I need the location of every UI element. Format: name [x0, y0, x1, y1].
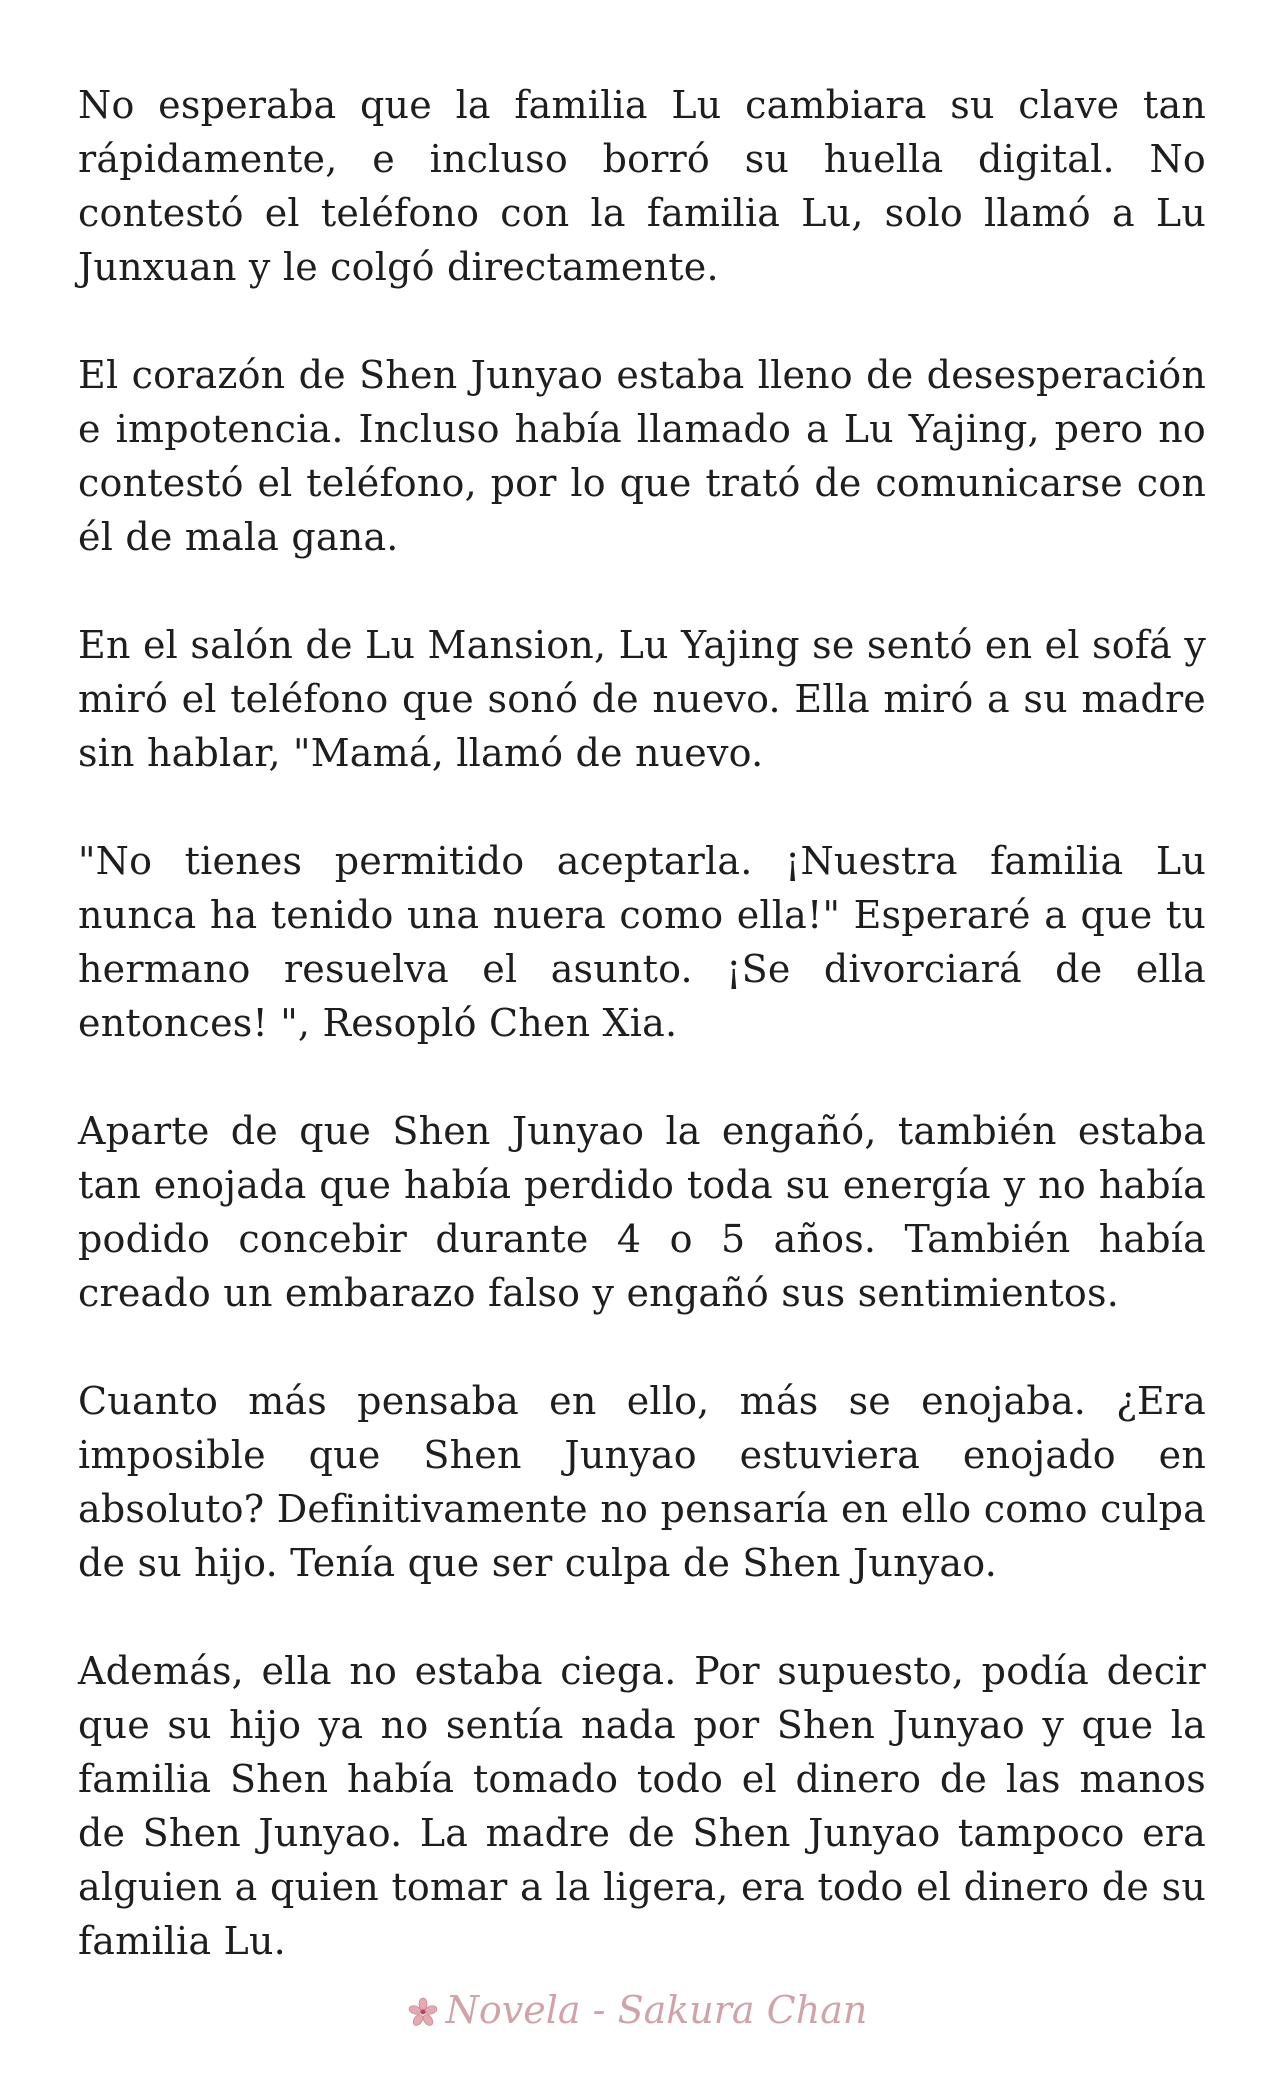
document-body — [78, 78, 1206, 2022]
paragraph-3: En el salón de Lu Mansion, Lu Yajing se sentó en el sofá y miró el teléfono que sonó de nuevo. Ella miró a su madre sin hablar, "Mamá, llamó de nuevo. — [78, 623, 1206, 775]
paragraph-2: El corazón de Shen Junyao estaba lleno de desesperación e impotencia. Incluso había llamado a Lu Yajing, pero no contestó el teléfono, por lo que trató de comunicarse con él de mala gana. — [78, 353, 1206, 559]
paragraph-4: "No tienes permitido aceptarla. ¡Nuestra familia Lu nunca ha tenido una nuera como ella!" Esperaré a que tu hermano resuelva el asunto. ¡Se divorciará de ella entonces! ", Resopló Chen Xia. — [78, 839, 1206, 1045]
paragraph-5: Aparte de que Shen Junyao la engañó, también estaba tan enojada que había perdido toda su energía y no había podido concebir durante 4 o 5 años. También había creado un embarazo falso y engañó sus sentimientos. — [78, 1109, 1206, 1315]
watermark-text: Novela - Sakura Chan — [445, 1988, 868, 2032]
paragraph-6: Cuanto más pensaba en ello, más se enojaba. ¿Era imposible que Shen Junyao estuviera enojado en absoluto? Definitivamente no pensaría en ello como culpa de su hijo. Tenía que ser culpa de Shen Junyao. — [78, 1379, 1206, 1585]
watermark — [0, 1988, 1275, 2032]
paragraph-7: Además, ella no estaba ciega. Por supuesto, podía decir que su hijo ya no sentía nada por Shen Junyao y que la familia Shen había tomado todo el dinero de las manos de Shen Junyao. La madre de Shen Junyao tampoco era alguien a quien tomar a la ligera, era todo el dinero de su familia Lu. — [78, 1649, 1206, 1963]
sakura-flower-icon — [408, 1992, 438, 2022]
paragraph-1: No esperaba que la familia Lu cambiara su clave tan rápidamente, e incluso borró su huella digital. No contestó el teléfono con la familia Lu, solo llamó a Lu Junxuan y le colgó directamente. — [78, 83, 1206, 289]
